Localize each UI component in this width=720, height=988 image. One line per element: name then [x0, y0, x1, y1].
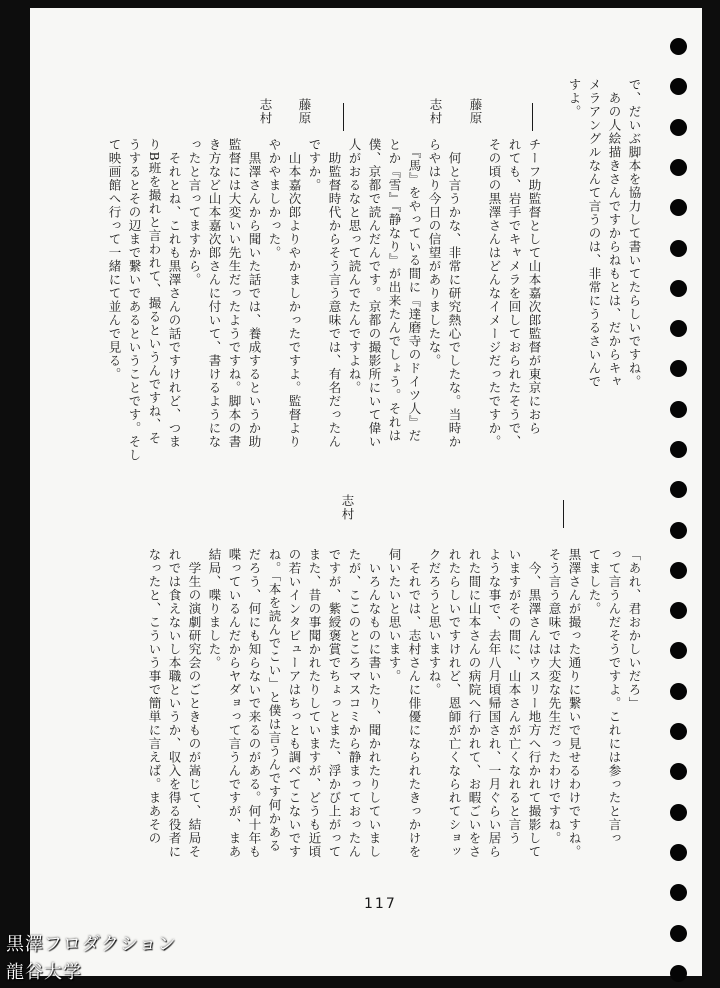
text-column: 今、黒澤さんはウスリー地方へ行かれて撮影して [527, 548, 542, 859]
text-column: ですが、紫綬褒賞でちょっとまた、浮かび上がって [327, 548, 342, 859]
text-column: 山本嘉次郎よりやかましかったですよ。監督より [287, 138, 302, 449]
watermark-line-2: 龍谷大学 [6, 962, 82, 983]
text-column: ですか。 [307, 138, 322, 192]
text-column: 「あれ、君おかしいだろ」 [627, 548, 642, 710]
text-column: れた間に山本さんの病院へ行かれて、お暇ごいをさ [467, 548, 482, 859]
binder-hole [670, 602, 687, 619]
text-column: それとね、これも黒澤さんの話ですけれど、つま [167, 138, 182, 449]
binder-hole [670, 723, 687, 740]
text-column: その頃の黒澤さんはどんなイメージだったですか。 [487, 138, 502, 449]
binder-hole [670, 965, 687, 982]
text-column: うするとその辺まで繋いであるということです。そし [127, 138, 142, 462]
binder-hole [670, 360, 687, 377]
text-column: 学生の演劇研究会のごときものが嵩じて、結局そ [187, 548, 202, 859]
text-column: で、だいぶ脚本を協力して書いてたらしいですね。 [627, 78, 642, 389]
text-column: らやはり今日の信望がありましたな。 [427, 138, 442, 368]
text-column: 監督には大変いい先生だったようですね。脚本の書 [227, 138, 242, 449]
text-column: いろんなものに書いたり、聞かれたりしていまし [367, 548, 382, 859]
binder-hole [670, 481, 687, 498]
binder-hole [670, 320, 687, 337]
binder-hole [670, 804, 687, 821]
binder-hole [670, 925, 687, 942]
text-column: てました。 [587, 548, 602, 616]
binder-hole [670, 401, 687, 418]
text-column: れたらしいですけれど、恩師が亡くなられてショッ [447, 548, 462, 859]
speaker-shimura: 志村 [428, 98, 443, 125]
text-column: あの人絵描きさんですからねもとは、だからキャ [607, 78, 622, 389]
text-column: チーフ助監督として山本嘉次郎監督が東京におら [527, 138, 542, 435]
text-column: 黒澤さんが撮った通りに繋いで見せるわけですね。 [567, 548, 582, 859]
text-column: 結局、喋りました。 [207, 548, 222, 670]
binder-hole [670, 280, 687, 297]
text-column: 『馬』をやっている間に『達磨寺のドイツ人』だ [407, 138, 422, 443]
text-column: りB班を撮れと言われて、撮るというんですね、そ [147, 138, 162, 446]
speaker-fujiwara: 藤原 [468, 98, 483, 125]
text-column: ったと言ってますから。 [187, 138, 202, 287]
text-column: って言うんだそうですよ。これには参ったと言っ [607, 548, 622, 845]
text-column: とか『雪』『静なり』が出来たんでしょう。それは [387, 138, 402, 443]
text-column: ような事で、去年八月頃帰国され、一月ぐらい居ら [487, 548, 502, 859]
text-column: それでは、志村さんに俳優になられたきっかけを [407, 548, 422, 859]
dash-separator [563, 500, 564, 528]
binder-hole [670, 441, 687, 458]
text-column: 人がおるなと思って読んでたんですよね。 [347, 138, 362, 395]
speaker-shimura: 志村 [258, 98, 273, 125]
text-column: 何と言うかな、非常に研究熱心でしたな。当時か [447, 138, 462, 449]
page-number: 117 [364, 896, 397, 912]
text-column: そう言う意味では大変な先生だったわけですね。 [547, 548, 562, 845]
binder-hole [670, 562, 687, 579]
text-column: すよ。 [567, 78, 582, 119]
text-column: やかやましかった。 [267, 138, 282, 260]
binder-hole [670, 844, 687, 861]
binder-hole [670, 642, 687, 659]
text-column: たが、ここのところマスコミから静まっておったん [347, 548, 362, 859]
binder-hole [670, 78, 687, 95]
binder-hole [670, 884, 687, 901]
binder-hole [670, 159, 687, 176]
binder-hole [670, 38, 687, 55]
speaker-fujiwara: 藤原 [297, 98, 312, 125]
text-column: 伺いたいと思います。 [387, 548, 402, 683]
text-column: メラアングルなんて言うのは、非常にうるさいんで [587, 78, 602, 389]
text-column: き方など山本嘉次郎さんに付いて、書けるようにな [207, 138, 222, 449]
text-column: れでは食えないし本職というか、収入を得る役者に [167, 548, 182, 859]
text-column: だろう、何にも知らないで来るのがある。何十年も [247, 548, 262, 859]
text-column: いますがその間に、山本さんが亡くなれると言う [507, 548, 522, 845]
binder-hole [670, 199, 687, 216]
text-column: ね。「本を読んでこい」と僕は言うんです何かある [267, 548, 282, 853]
binder-hole [670, 763, 687, 780]
text-column: 喋っているんだからヤダョって言うんですが、まあ [227, 548, 242, 859]
document-page [30, 8, 702, 976]
text-column: 助監督時代からそう言う意味では、有名だったん [327, 138, 342, 449]
text-column: なったと、こういう事で簡単に言えば。まあその [147, 548, 162, 845]
text-column: れても、岩手でキャメラを回しておられたそうで、 [507, 138, 522, 449]
dash-separator [532, 103, 533, 131]
text-column: また、昔の事聞かれたりしていますが、どうも近頃 [307, 548, 322, 859]
binder-hole [670, 522, 687, 539]
binder-hole [670, 683, 687, 700]
text-column: の若いインタビューアはちっとも調べてこないです [287, 548, 302, 859]
text-column: て映画館へ行って一緒にて並んで見る。 [107, 138, 122, 381]
speaker-shimura: 志村 [340, 494, 355, 521]
text-column: 僕、京都で読んだんです。京都の撮影所にいて偉い [367, 138, 382, 449]
binder-hole [670, 119, 687, 136]
dash-separator [343, 103, 344, 131]
binder-hole [670, 240, 687, 257]
watermark-line-1: 黒澤フロダクション [6, 934, 177, 955]
text-column: 黒澤さんから聞いた話では、養成するというか助 [247, 138, 262, 449]
text-column: クだろうと思いますね。 [427, 548, 442, 697]
